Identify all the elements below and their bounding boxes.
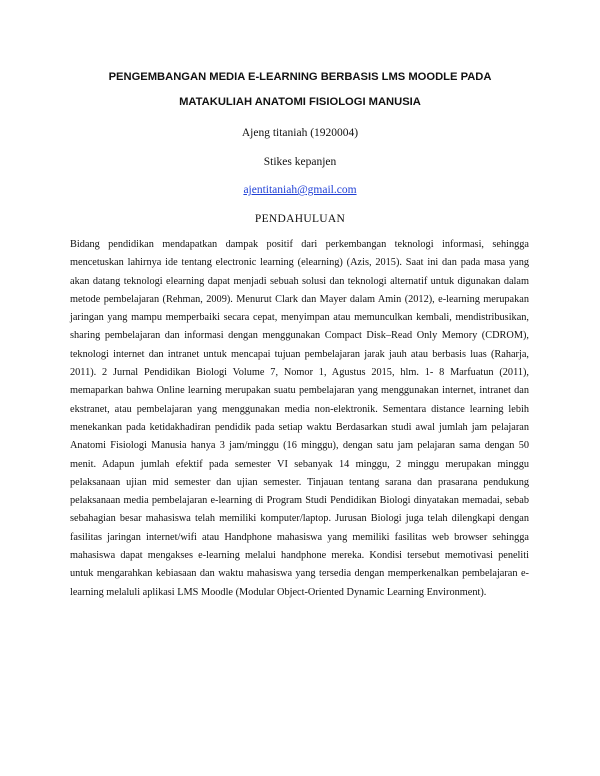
institution: Stikes kepanjen [263,156,337,168]
title-line-1: PENGEMBANGAN MEDIA E-LEARNING BERBASIS LMS MOODLE PADA [108,71,492,83]
title-line-2: MATAKULIAH ANATOMI FISIOLOGI MANUSIA [179,96,421,108]
body-paragraph: Bidang pendidikan mendapatkan dampak positif dari perkembangan teknologi informasi, sehingga mencetuskan lahirnya ide tentang electronic learning (elearning) (Azis, 2015). Saat ini dan pada masa yang akan datang teknologi elearning dapat menjadi sebuah solusi dan teknologi alternatif untuk digunakan dalam metode pembelajaran (Rehman, 2009). Menurut Clark dan Mayer dalam Amin (2012), e-learning merupakan jaringan yang mampu memperbaiki secara cepat, menyimpan atau memunculkan kembali, mendistribusikan, sharing pembelajaran dan informasi dengan menggunakan Compact Disk–Read Only Memory (CDROM), teknologi internet dan intranet untuk mencapai tujuan pembelajaran jarak jauh atau berbasis luas (Raharja, 2011). 2 Jurnal Pendidikan Biologi Volume 7, Nomor 1, Agustus 2015, hlm. 1- 8 Marfuatun (2011), memaparkan bahwa Online learning merupakan suatu pembelajaran yang menggunakan internet, intranet dan ekstranet, atau pembelajaran yang menggunakan media non-elektronik. Sementara distance learning lebih menekankan pada ketidakhadiran pendidik pada setiap waktu Berdasarkan studi awal jumlah jam pelajaran Anatomi Fisiologi Manusia hanya 3 jam/minggu (16 minggu), dengan satu jam pelajaran sama dengan 50 menit. Adapun jumlah efektif pada semester VI sebanyak 14 minggu, 2 minggu merupakan minggu pelaksanaan ujian mid semester dan ujian semester. Tinjauan tentang sarana dan prasarana pendukung pelaksanaan media pembelajaran e-learning di Program Studi Pendidikan Biologi dinyatakan memadai, sebab sebahagian besar mahasiswa telah memiliki komputer/laptop. Jurusan Biologi juga telah dilengkapi dengan fasilitas jaringan internet/wifi atau Handphone mahasiswa yang memiliki fasilitas web browser sehingga mahasiswa dapat mengakses e-learning melalui handphone mereka. Kondisi tersebut memotivasi peneliti untuk mengarahkan kebiasaan dan waktu mahasiswa yang tersedia dengan memperkenalkan pembelajaran e-learning melaluli aplikasi LMS Moodle (Modular Object-Oriented Dynamic Learning Environment). [70,239,529,598]
email-link[interactable]: ajentitaniah@gmail.com [243,184,357,196]
author-name: Ajeng titaniah (1920004) [241,127,359,139]
section-heading: PENDAHULUAN [254,213,346,225]
